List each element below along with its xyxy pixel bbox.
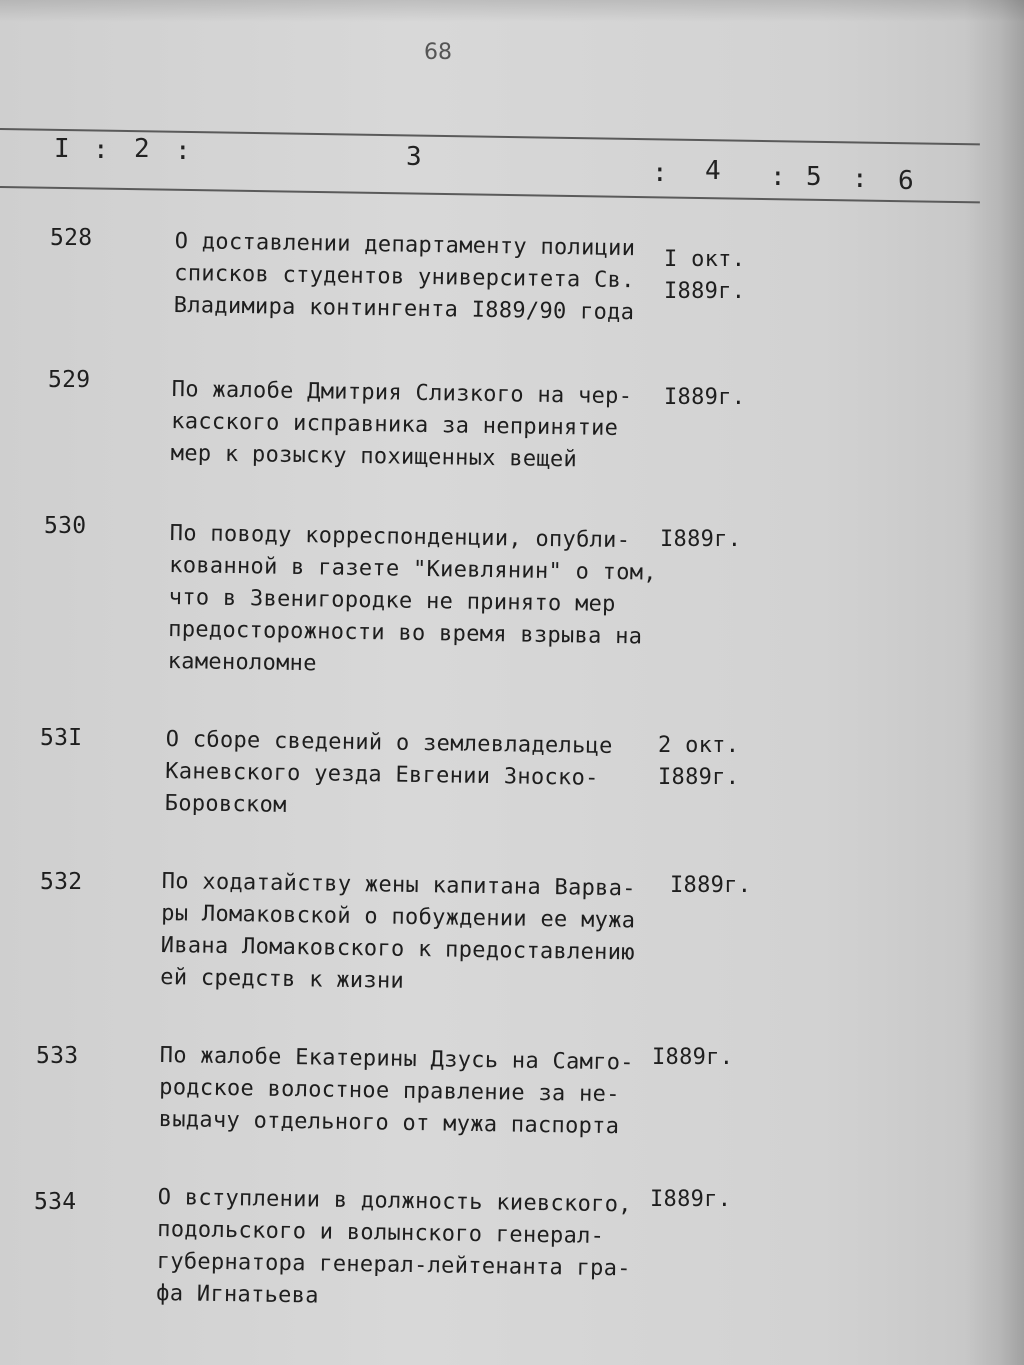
record-title-line: О вступлении в должность киевского,	[157, 1184, 632, 1218]
column-separator: :	[93, 135, 109, 165]
record-number: 53I	[40, 725, 83, 751]
record-date-line: I889г.	[670, 873, 752, 898]
record-title-line: По жалобе Дмитрия Слизкого на чер-	[171, 376, 633, 410]
record-title-line: губернатора генерал-лейтенанта гра-	[156, 1248, 631, 1282]
record-title-line: что в Звенигородке не принято мер	[168, 584, 616, 618]
record-title-line: кованной в газете "Киевлянин" о том,	[169, 552, 658, 586]
record-number: 529	[48, 367, 91, 393]
record-date-line: I889г.	[664, 385, 746, 410]
column-header-2: 2	[134, 134, 150, 164]
record-title-line: каменоломне	[167, 648, 317, 677]
record-title	[164, 724, 612, 827]
record-title-line: По ходатайству жены капитана Варва-	[161, 868, 636, 902]
record-title-line: выдачу отдельного от мужа паспорта	[158, 1106, 620, 1140]
record-date	[650, 1184, 731, 1216]
column-header-1: I	[54, 134, 70, 164]
record-date-line: I889г.	[664, 279, 746, 304]
record-title	[170, 374, 632, 477]
record-title-line: касского исправника за непринятие	[171, 408, 619, 442]
record-number: 528	[50, 225, 93, 251]
record-title-line: О доставлении департаменту полиции	[174, 228, 636, 262]
record-title-line: фа Игнатьева	[156, 1280, 319, 1309]
record-title-line: предосторожности во время взрыва на	[168, 616, 643, 650]
record-number: 530	[44, 513, 87, 539]
record-title-line: Ивана Ломаковского к предоставлению	[160, 932, 635, 966]
record-date-line: I889г.	[652, 1045, 734, 1070]
record-date	[664, 382, 745, 414]
record-date-line: I889г.	[650, 1187, 732, 1212]
record-title-line: Каневского уезда Евгении Зноско-	[165, 758, 599, 791]
column-header-6: 6	[898, 166, 914, 196]
page-number: 68	[424, 40, 452, 65]
record-title	[167, 518, 657, 686]
column-separator: :	[770, 162, 786, 192]
record-title-line: подольского и волынского генерал-	[157, 1216, 605, 1250]
record-title-line: ры Ломаковской о побуждении ее мужа	[161, 900, 636, 934]
record-date-line: I окт.	[664, 247, 746, 272]
record-title-line: Владимира контингента I889/90 года	[173, 292, 635, 326]
column-separator: :	[175, 136, 191, 166]
record-number: 534	[34, 1189, 77, 1215]
record-title	[160, 866, 636, 1001]
record-title-line: По жалобе Екатерины Дзусь на Самго-	[159, 1042, 634, 1076]
record-title-line: О сборе сведений о землевладельце	[165, 726, 613, 760]
column-separator: :	[652, 158, 668, 188]
record-date-line: I889г.	[660, 527, 742, 552]
record-date	[660, 524, 741, 556]
record-title	[158, 1040, 634, 1143]
record-title-line: мер к розыску похищенных вещей	[170, 440, 578, 473]
record-title-line: родское волостное правление за не-	[159, 1074, 620, 1108]
record-title	[156, 1182, 632, 1317]
page-shadow-right	[964, 0, 1024, 1365]
record-date-line: 2 окт.	[658, 733, 740, 758]
record-title-line: списков студентов университета Св.	[174, 260, 635, 294]
record-title-line: По поводу корреспонденции, опубли-	[169, 520, 631, 554]
column-separator: :	[852, 164, 868, 194]
record-date	[664, 244, 745, 308]
record-number: 533	[36, 1043, 79, 1069]
record-date-line: I889г.	[658, 765, 740, 790]
table-header-rule-bottom	[0, 186, 980, 203]
record-title	[173, 226, 635, 329]
column-header-3: 3	[406, 142, 422, 172]
page-shadow-top	[0, 0, 1024, 22]
record-date	[658, 730, 739, 794]
column-header-5: 5	[806, 162, 822, 192]
record-title-line: Боровском	[164, 790, 287, 818]
record-title-line: ей средств к жизни	[160, 964, 405, 994]
record-date	[670, 870, 751, 902]
column-header-4: 4	[705, 156, 721, 186]
record-number: 532	[40, 869, 83, 895]
record-date	[652, 1042, 733, 1074]
